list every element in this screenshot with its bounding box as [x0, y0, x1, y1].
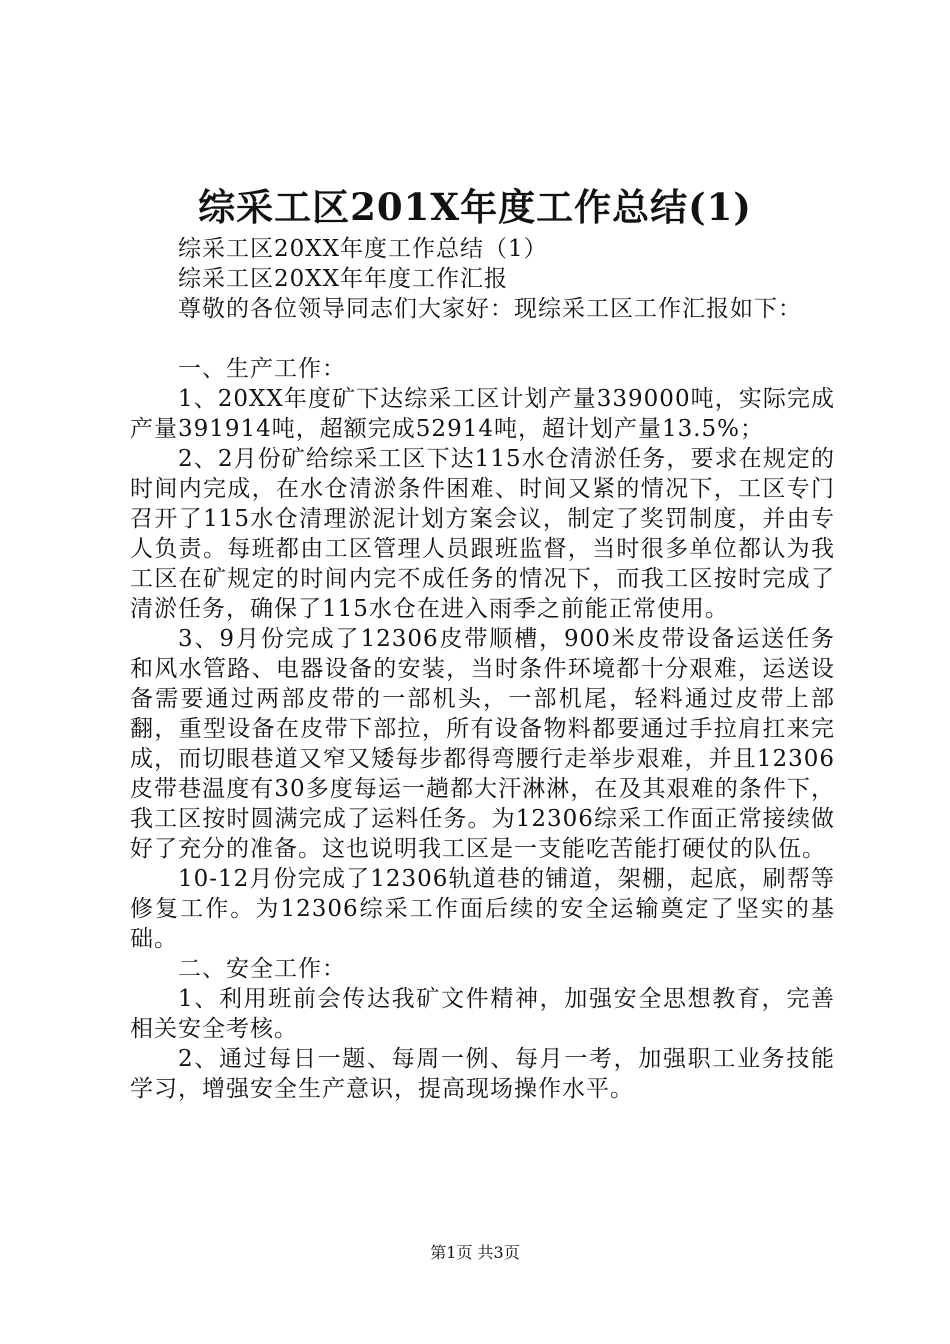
section-heading-safety: 二、安全工作：	[178, 956, 346, 982]
document-body	[130, 234, 835, 1104]
paragraph-blank	[130, 324, 835, 354]
paragraph-production-4: 10-12月份完成了12306轨道巷的铺道，架棚，起底，刷帮等修复工作。为12306综采工作面后续的安全运输奠定了坚实的基础。	[130, 866, 835, 952]
document-title: 综采工区201X年度工作总结(1)	[198, 185, 752, 229]
paragraph-safety-2: 2、通过每日一题、每周一例、每月一考，加强职工业务技能学习，增强安全生产意识，提高现场操作水平。	[130, 1046, 835, 1102]
paragraph-production-3: 3、9月份完成了12306皮带顺槽，900米皮带设备运送任务和风水管路、电器设备的安装，当时条件环境都十分艰难，运送设备需要通过两部皮带的一部机头，一部机尾，轻料通过皮带上部翻，重型设备在皮带下部拉，所有设备物料都要通过手拉肩扛来完成，而切眼巷道又窄又矮每步都得弯腰行走举步艰难，并且12306皮带巷温度有30多度每运一趟都大汗淋淋，在及其艰难的条件下，我工区按时圆满完成了运料任务。为12306综采工作面正常接续做好了充分的准备。这也说明我工区是一支能吃苦能打硬仗的队伍。	[130, 626, 835, 862]
paragraph-production-1: 1、20XX年度矿下达综采工区计划产量339000吨，实际完成产量391914吨，超额完成52914吨，超计划产量13.5%；	[130, 386, 835, 442]
paragraph-safety-1: 1、利用班前会传达我矿文件精神，加强安全思想教育，完善相关安全考核。	[130, 986, 835, 1042]
page-footer: 第1页 共3页	[430, 1243, 520, 1262]
paragraph-subtitle: 综采工区20XX年度工作总结（1）	[178, 236, 548, 262]
section-heading-production: 一、生产工作：	[178, 356, 346, 382]
paragraph-report-title: 综采工区20XX年年度工作汇报	[178, 266, 509, 292]
paragraph-production-2: 2、2月份矿给综采工区下达115水仓清淤任务，要求在规定的时间内完成，在水仓清淤条件困难、时间又紧的情况下，工区专门召开了115水仓清理淤泥计划方案会议，制定了奖罚制度，并由专人负责。每班都由工区管理人员跟班监督，当时很多单位都认为我工区在矿规定的时间内完不成任务的情况下，而我工区按时完成了清淤任务，确保了115水仓在进入雨季之前能正常使用。	[130, 446, 835, 622]
paragraph-greeting: 尊敬的各位领导同志们大家好：现综采工区工作汇报如下：	[178, 296, 802, 322]
